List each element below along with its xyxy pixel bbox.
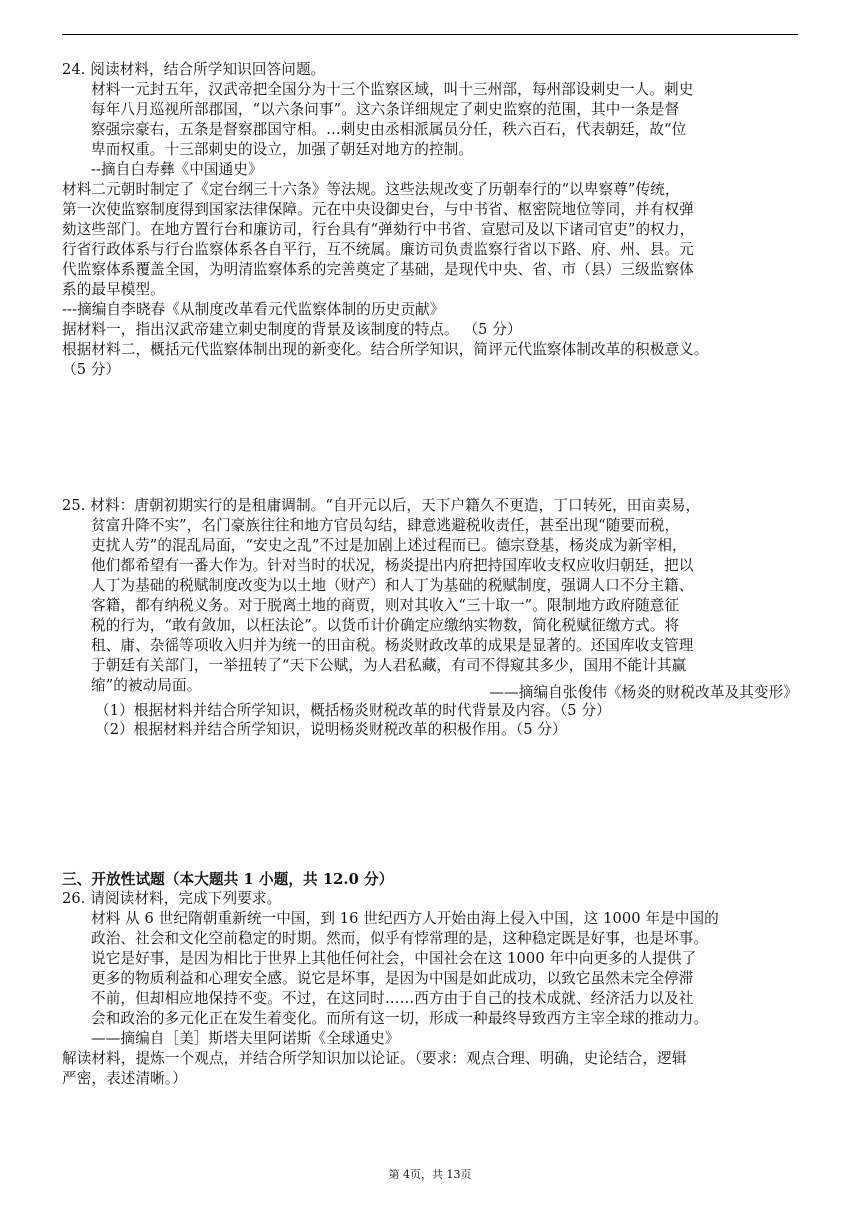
q26-task-line: 解读材料，提炼一个观点，并结合所学知识加以论证。（要求：观点合理、明确，史论结合，逻辑 [62,1050,687,1067]
q26-material-line: 材料 从 6 世纪隋朝重新统一中国，到 16 世纪西方人开始由海上侵入中国，这 1000 年是中国的 [91,910,719,927]
q25-material-line: 25. 材料：唐朝初期实行的是租庸调制。“自开元以后，天下户籍久不更造，丁口转死，田亩卖易， [62,497,701,514]
q25-material-line: 吏扰人劳”的混乱局面，“安史之乱”不过是加剧上述过程而已。德宗登基，杨炎成为新宰相， [91,537,687,554]
q24-question: （5 分） [62,361,121,378]
section-title: 三、开放性试题（本大题共 1 小题，共 12.0 分） [62,871,394,888]
q25-material-line: 他们都希望有一番大作为。针对当时的状况，杨炎提出内府把持国库收支权应收归朝廷，把以 [91,557,694,574]
q24-material1-line: 材料一元封五年，汉武帝把全国分为十三个监察区域，叫十三州部，每州部设刺史一人。刺史 [91,81,694,98]
q26-material-line: 不前，但却相应地保持不变。不过，在这同时……西方由于自己的技术成就、经济活力以及社 [91,990,694,1007]
q26-material-line: 会和政治的多元化正在发生着变化。而所有这一切，形成一种最终导致西方主宰全球的推动力。 [91,1010,709,1027]
q24-material1-source: --摘自白寿彝《中国通史》 [91,161,263,178]
q26-material-line: 政治、社会和文化空前稳定的时期。然而，似乎有悖常理的是，这种稳定既是好事，也是坏事。 [91,930,709,947]
page-number: 第 4页，共 13页 [388,1168,472,1181]
q24-question: 据材料一，指出汉武帝建立刺史制度的背景及该制度的特点。 （5 分） [62,321,522,338]
q25-material-line: 贫富升降不实”，名门豪族往往和地方官员勾结，肆意逃避税收责任，甚至出现“随要而税， [91,517,680,534]
q24-material2-line: 材料二元朝时制定了《定台纲三十六条》等法规。这些法规改变了历朝奉行的“以卑察尊”传统， [62,181,680,198]
q26-stem: 26. 请阅读材料，完成下列要求。 [62,890,282,907]
q25-material-line: 人丁为基础的税赋制度改变为以土地（财产）和人丁为基础的税赋制度，强调人口不分主籍、 [91,577,694,594]
q24-material2-line: 劾这些部门。在地方置行台和廉访司，行台具有“弹劾行中书省、宣慰司及以下诸司官吏”的权力， [62,221,695,238]
q26-material-line: 更多的物质利益和心理安全感。说它是坏事，是因为中国是如此成功，以致它虽然未完全停滞 [91,970,694,987]
q25-material-line: 缩”的被动局面。 [91,677,202,694]
q26-source: ——摘编自［美］斯塔夫里阿诺斯《全球通史》 [91,1030,400,1047]
q25-subquestion-1: （1）根据材料并结合所学知识，概括杨炎财税改革的时代背景及内容。（5 分） [95,702,611,719]
q24-material1-line: 卑而权重。十三部刺史的设立，加强了朝廷对地方的控制。 [91,141,474,158]
q25-material-line: 客籍，都有纳税义务。对于脱离土地的商贾，则对其收入“三十取一”。限制地方政府随意征 [91,597,680,614]
q26-task-line: 严密，表述清晰。） [62,1070,187,1087]
q24-material2-line: 行省行政体系与行台监察体系各自平行，互不统属。廉访司负责监察行省以下路、府、州、县。元 [62,241,694,258]
q24-material1-line: 察强宗豪右，五条是督察郡国守相。…刺史由丞相派属员分任，秩六百石，代表朝廷，故“位 [91,121,687,138]
q26-material-line: 说它是好事，是因为相比于世界上其他任何社会，中国社会在这 1000 年中向更多的人提供了 [91,950,697,967]
q25-material-line: 税的行为，“敢有敛加，以枉法论”。以货币计价确定应缴纳实物数，简化税赋征缴方式。将 [91,617,680,634]
header-rule [62,34,798,35]
q25-source: ——摘编自张俊伟《杨炎的财税改革及其变形》 [489,684,798,701]
q25-material-line: 租、庸、杂徭等项收入归并为统一的田亩税。杨炎财政改革的成果是显著的。还国库收支管理 [91,637,694,654]
q25-material-line: 于朝廷有关部门，一举扭转了“天下公赋，为人君私藏，有司不得窥其多少，国用不能计其赢 [91,657,687,674]
q24-question: 根据材料二，概括元代监察体制出现的新变化。结合所学知识，简评元代监察体制改革的积极意义。 [62,341,709,358]
q24-material2-line: 代监察体系覆盖全国，为明清监察体系的完善奠定了基础，是现代中央、省、市（县）三级监察体 [62,261,694,278]
q25-subquestion-2: （2）根据材料并结合所学知识，说明杨炎财税改革的积极作用。（5 分） [95,721,567,738]
q24-material1-line: 每年八月巡视所部郡国，“以六条问事”。这六条详细规定了刺史监察的范围，其中一条是督 [91,101,680,118]
q24-material2-source: ---摘编自李晓春《从制度改革看元代监察体制的历史贡献》 [62,301,445,318]
q24-material2-line: 第一次使监察制度得到国家法律保障。元在中央设御史台，与中书省、枢密院地位等同，并有权弹 [62,201,694,218]
q24-stem: 24. 阅读材料，结合所学知识回答问题。 [62,61,326,78]
q24-material2-line: 系的最早模型。 [62,281,165,298]
